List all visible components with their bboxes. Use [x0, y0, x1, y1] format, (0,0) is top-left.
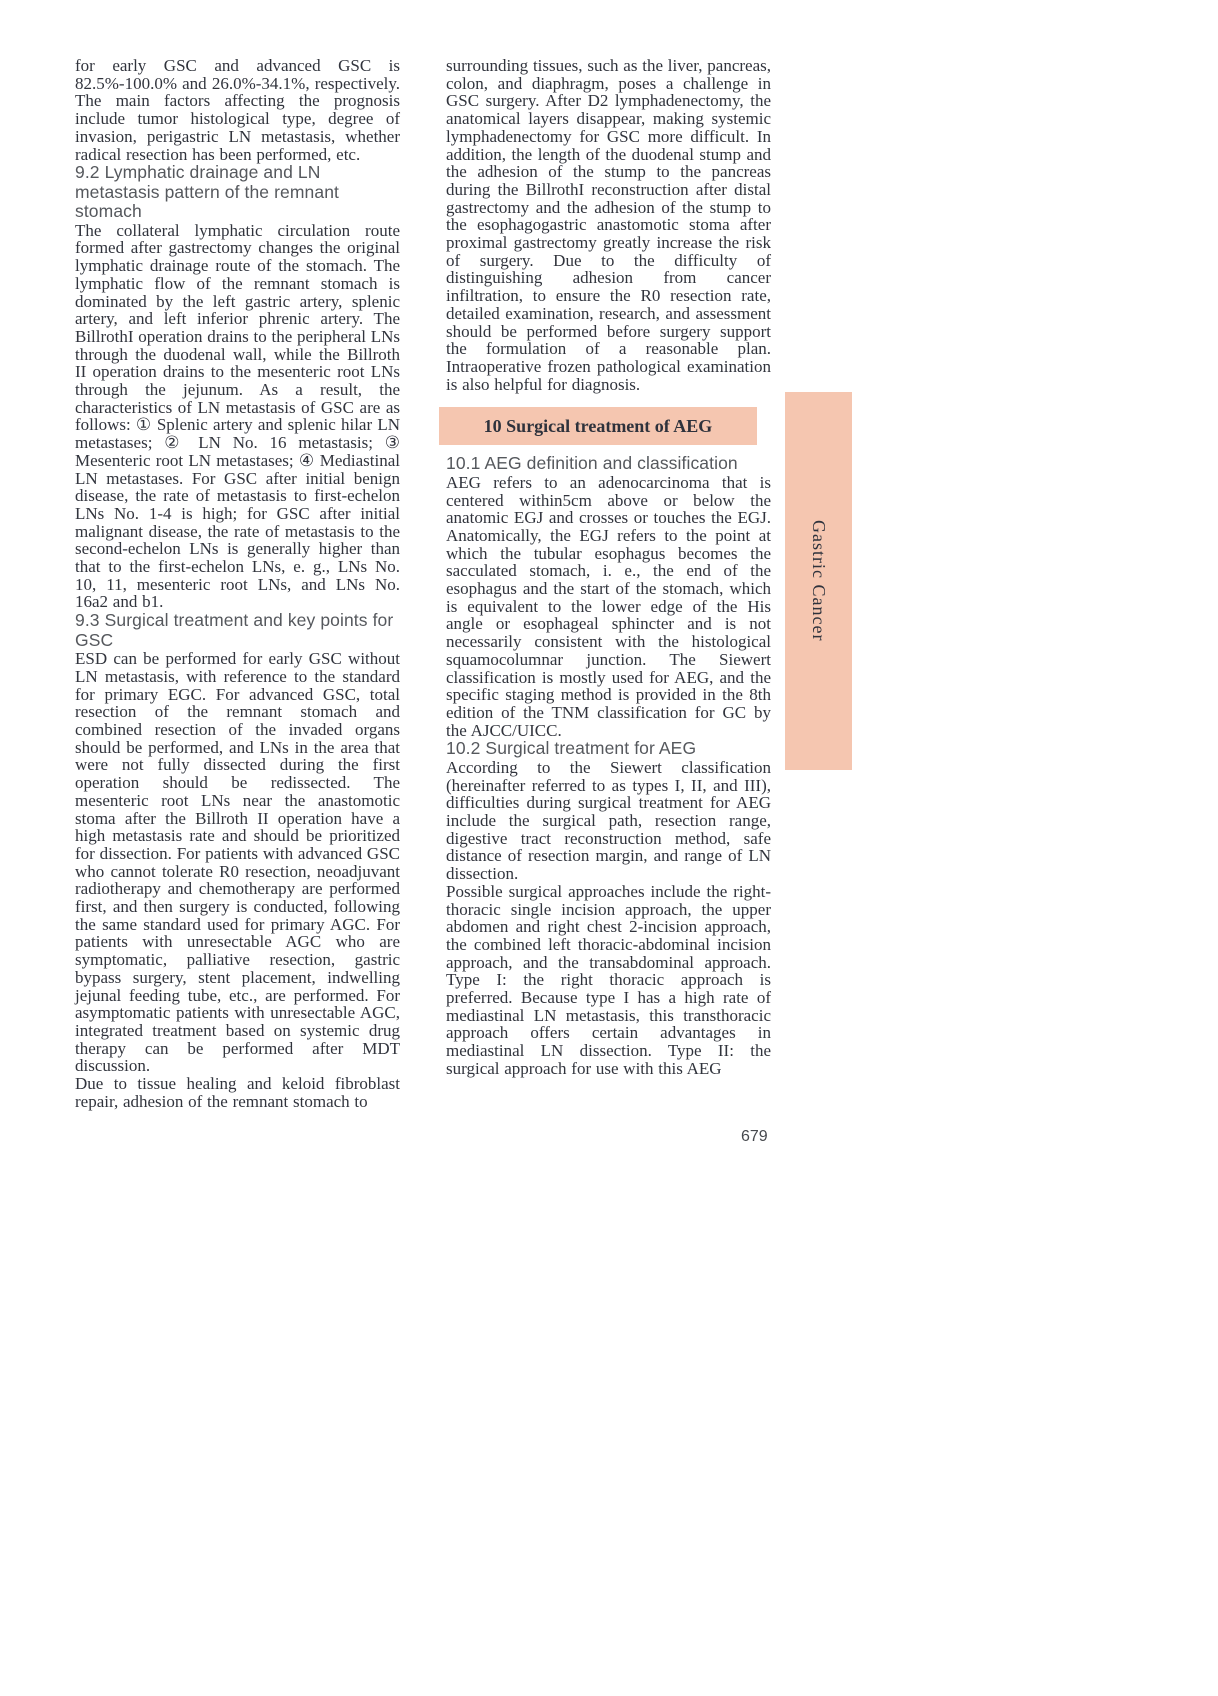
paragraph-siewert-classification: According to the Siewert classification (hereinafter referred to as types I, II, and III), difficulties during surgical treatment for AEG include the surgical path, resection range, digestive tract reconstruction method, safe distance of resection margin, and range of LN dissection.: [446, 757, 771, 884]
section-heading-9-3: 9.3 Surgical treatment and key points for GSC: [75, 610, 394, 650]
left-column: [75, 57, 400, 1110]
paragraph-surrounding-tissues-continuation: surrounding tissues, such as the liver, pancreas, colon, and diaphragm, poses a challenge in GSC surgery. After D2 lymphadenectomy, the anatomical layers disappear, making systemic lymphadenectomy for GSC more difficult. In addition, the length of the duodenal stump and the adhesion of the stump to the pancreas during the BillrothI reconstruction after distal gastrectomy and the adhesion of the stump to the esophagogastric anastomotic stoma after proximal gastrectomy greatly increase the risk of surgery. Due to the difficulty of distinguishing adhesion from cancer infiltration, to ensure the R0 resection rate, detailed examination, research, and assessment should be performed before surgery support the formulation of a reasonable plan. Intraoperative frozen pathological examination is also helpful for diagnosis.: [446, 56, 771, 394]
paragraph-lymphatic-drainage: The collateral lymphatic circulation route formed after gastrectomy changes the original lymphatic drainage route of the stomach. The lymphatic flow of the remnant stomach is dominated by the left gastric artery, splenic artery, and left inferior phrenic artery. The BillrothI operation drains to the peripheral LNs through the duodenal wall, while the Billroth II operation drains to the mesenteric root LNs through the jejunum. As a result, the characteristics of LN metastasis of GSC are as follows: ① Splenic artery and splenic hilar LN metastases; ② LN No. 16 metastasis; ③ Mesenteric root LN metastases; ④ Mediastinal LN metastases. For GSC after initial benign disease, the rate of metastasis to first-echelon LNs No. 1-4 is high; for GSC after initial malignant disease, the rate of metastasis to the second-echelon LNs is generally higher than that to the first-echelon LNs, e. g., LNs No. 10, 11, mesenteric root LNs, and LNs No. 16a2 and b1.: [75, 220, 400, 612]
section-banner-10-surgical-treatment-aeg: 10 Surgical treatment of AEG: [439, 407, 757, 445]
paragraph-surgical-approaches: Possible surgical approaches include the right-thoracic single incision approach, the upper abdomen and right chest 2-incision approach, the combined left thoracic-abdominal incision approach, and the transabdominal approach. Type I: the right thoracic approach is preferred. Because type I has a high rate of mediastinal LN metastasis, this transthoracic approach offers certain advantages in mediastinal LN dissection. Type II: the surgical approach for use with this AEG: [446, 881, 771, 1078]
paragraph-prognosis-continuation: for early GSC and advanced GSC is 82.5%-100.0% and 26.0%-34.1%, respectively. The main factors affecting the prognosis include tumor histological type, degree of invasion, perigastric LN metastasis, whether radical resection has been performed, etc.: [75, 56, 400, 164]
journal-edge-tab-label: Gastric Cancer: [809, 520, 829, 642]
right-column: [446, 57, 771, 1110]
two-column-text-area: [75, 57, 771, 1110]
page-number: 679: [741, 1128, 768, 1145]
section-heading-9-2: 9.2 Lymphatic drainage and LN metastasis pattern of the remnant stomach: [75, 162, 339, 222]
section-heading-10-1: 10.1 AEG definition and classification: [446, 453, 738, 474]
paragraph-aeg-definition: AEG refers to an adenocarcinoma that is centered within5cm above or below the anatomic EGJ and crosses or touches the EGJ. Anatomically, the EGJ refers to the point at which the tubular esophagus becomes the sacculated stomach, i. e., the end of the esophagus and the start of the stomach, which is equivalent to the lower edge of the His angle or esophageal sphincter and is not necessarily consistent with the histological squamocolumnar junction. The Siewert classification is mostly used for AEG, and the specific staging method is provided in the 8th edition of the TNM classification for GC by the AJCC/UICC.: [446, 472, 771, 740]
journal-edge-tab: [785, 392, 852, 770]
section-heading-10-2: 10.2 Surgical treatment for AEG: [446, 738, 697, 759]
paragraph-tissue-healing: Due to tissue healing and keloid fibroblast repair, adhesion of the remnant stomach to: [75, 1074, 400, 1111]
paragraph-surgical-treatment-gsc: ESD can be performed for early GSC without LN metastasis, with reference to the standard for primary EGC. For advanced GSC, total resection of the remnant stomach and combined resection of the invaded organs should be performed, and LNs in the area that were not fully dissected during the first operation should be redissected. The mesenteric root LNs near the anastomotic stoma after the Billroth II operation have a high metastasis rate and should be prioritized for dissection. For patients with advanced GSC who cannot tolerate R0 resection, neoadjuvant radiotherapy and chemotherapy are performed first, and then surgery is conducted, following the same standard used for primary AGC. For patients with unresectable AGC who are symptomatic, palliative resection, gastric bypass surgery, stent placement, indwelling jejunal feeding tube, etc., are performed. For asymptomatic patients with unresectable AGC, integrated treatment based on systemic drug therapy can be performed after MDT discussion.: [75, 649, 400, 1076]
